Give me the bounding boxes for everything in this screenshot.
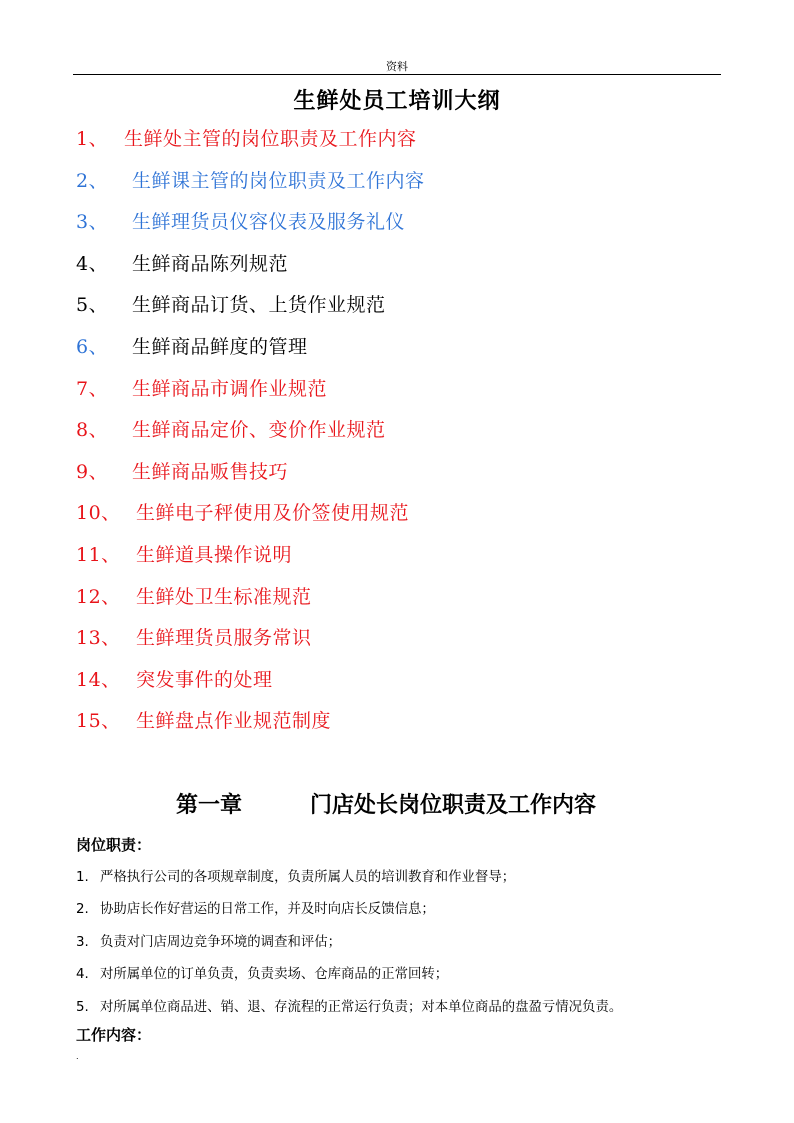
toc-item-text: 生鲜理货员服务常识 bbox=[136, 627, 312, 650]
toc-item-number: 3、 bbox=[76, 211, 109, 234]
toc-item bbox=[76, 332, 716, 374]
toc-item-text: 生鲜商品陈列规范 bbox=[132, 252, 289, 275]
page-header-label: 资料 bbox=[386, 60, 408, 73]
toc-item-number: 12、 bbox=[76, 585, 121, 608]
duty-number: 3. bbox=[76, 934, 89, 950]
table-of-contents bbox=[76, 124, 716, 748]
list-item bbox=[76, 866, 736, 898]
toc-item bbox=[76, 540, 716, 582]
trailing-mark: . bbox=[76, 1052, 79, 1061]
toc-item-number: 15、 bbox=[76, 710, 121, 733]
list-item bbox=[76, 931, 736, 963]
toc-item bbox=[76, 166, 716, 208]
duty-text: 对所属单位的订单负责，负责卖场、仓库商品的正常回转； bbox=[100, 967, 449, 983]
toc-item bbox=[76, 374, 716, 416]
toc-item-number: 10、 bbox=[76, 502, 121, 525]
duty-number: 1. bbox=[76, 870, 89, 885]
toc-item-text: 生鲜盘点作业规范制度 bbox=[136, 710, 332, 733]
toc-item-number: 4、 bbox=[76, 252, 109, 275]
toc-item bbox=[76, 290, 716, 332]
toc-item bbox=[76, 249, 716, 291]
toc-item-text: 生鲜商品贩售技巧 bbox=[132, 460, 289, 483]
duty-text: 负责对门店周边竞争环境的调查和评估； bbox=[100, 934, 342, 950]
toc-item bbox=[76, 623, 716, 665]
toc-item-text: 生鲜课主管的岗位职责及工作内容 bbox=[132, 169, 425, 192]
toc-item-number: 5、 bbox=[76, 294, 109, 317]
chapter-heading bbox=[176, 788, 596, 819]
toc-item-text: 生鲜电子秤使用及价签使用规范 bbox=[136, 502, 410, 525]
toc-item-number: 1、 bbox=[76, 128, 109, 150]
duty-text: 对所属单位商品进、销、退、存流程的正常运行负责；对本单位商品的盘盈亏情况负责。 bbox=[100, 999, 623, 1015]
list-item bbox=[76, 898, 736, 930]
toc-item-text: 生鲜理货员仪容仪表及服务礼仪 bbox=[132, 211, 406, 234]
list-item bbox=[76, 996, 736, 1028]
toc-item bbox=[76, 457, 716, 499]
duty-text: 严格执行公司的各项规章制度，负责所属人员的培训教育和作业督导； bbox=[100, 870, 516, 885]
list-item bbox=[76, 963, 736, 995]
toc-item-number: 11、 bbox=[76, 543, 121, 566]
toc-item-text: 生鲜商品鲜度的管理 bbox=[132, 335, 308, 358]
toc-item-text: 生鲜商品市调作业规范 bbox=[132, 377, 328, 400]
toc-item-text: 生鲜处主管的岗位职责及工作内容 bbox=[124, 128, 417, 150]
toc-item-number: 9、 bbox=[76, 460, 109, 483]
chapter-title: 门店处长岗位职责及工作内容 bbox=[310, 792, 597, 818]
chapter-label: 第一章 bbox=[176, 792, 243, 818]
toc-item bbox=[76, 706, 716, 748]
toc-item bbox=[76, 415, 716, 457]
duty-number: 4. bbox=[76, 967, 89, 983]
toc-item-text: 生鲜商品定价、变价作业规范 bbox=[132, 419, 386, 442]
header-rule bbox=[73, 74, 721, 75]
duty-number: 2. bbox=[76, 902, 89, 918]
document-title: 生鲜处员工培训大纲 bbox=[293, 88, 501, 114]
toc-item-number: 14、 bbox=[76, 668, 121, 691]
toc-item bbox=[76, 582, 716, 624]
toc-item-number: 8、 bbox=[76, 419, 109, 442]
toc-item bbox=[76, 498, 716, 540]
duty-text: 协助店长作好营运的日常工作，并及时向店长反馈信息； bbox=[100, 902, 435, 918]
toc-item-text: 生鲜处卫生标准规范 bbox=[136, 585, 312, 608]
toc-item bbox=[76, 665, 716, 707]
toc-item bbox=[76, 207, 716, 249]
toc-item-number: 13、 bbox=[76, 627, 121, 650]
duty-number: 5. bbox=[76, 999, 89, 1015]
toc-item-number: 2、 bbox=[76, 169, 109, 192]
toc-item-text: 生鲜道具操作说明 bbox=[136, 543, 293, 566]
duties-heading: 岗位职责： bbox=[76, 836, 152, 854]
toc-item-text: 突发事件的处理 bbox=[136, 668, 273, 691]
toc-item bbox=[76, 124, 716, 166]
toc-item-text: 生鲜商品订货、上货作业规范 bbox=[132, 294, 386, 317]
work-content-heading: 工作内容： bbox=[76, 1026, 152, 1044]
duties-list bbox=[76, 866, 736, 1028]
toc-item-number: 6、 bbox=[76, 335, 109, 358]
toc-item-number: 7、 bbox=[76, 377, 109, 400]
